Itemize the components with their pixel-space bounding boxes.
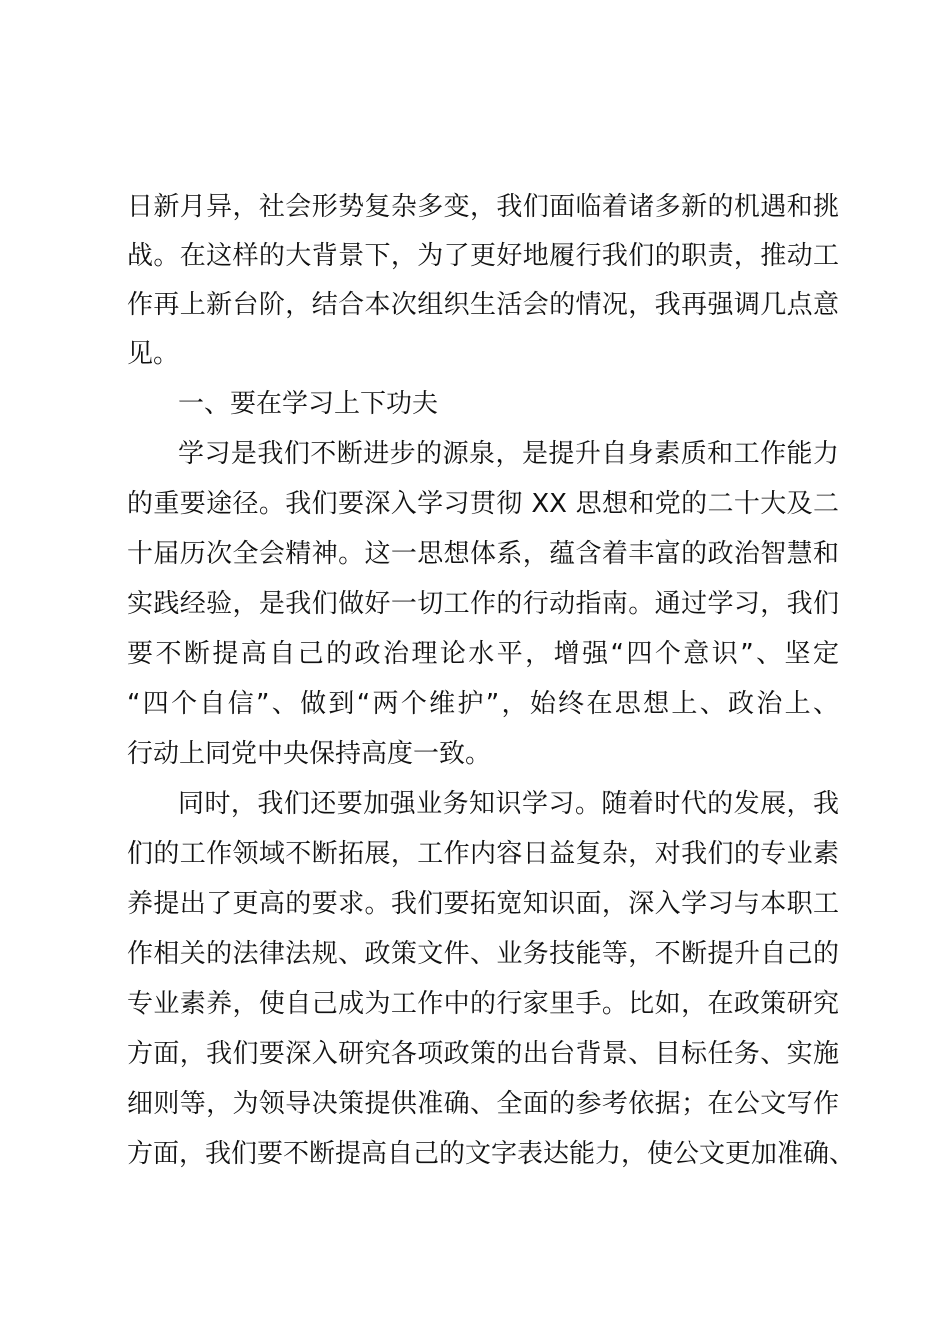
body-text-line: 方面，我们要深入研究各项政策的出台背景、目标任务、实施 [127, 1039, 839, 1069]
body-text-line: 的重要途径。我们要深入学习贯彻 XX 思想和党的二十大及二 [127, 489, 839, 519]
body-text-line: 们的工作领域不断拓展，工作内容日益复杂，对我们的专业素 [127, 839, 839, 869]
section-heading: 一、要在学习上下功夫 [178, 389, 439, 419]
body-text-line: 日新月异，社会形势复杂多变，我们面临着诸多新的机遇和挑 [127, 192, 839, 222]
paragraph-first-line: 同时，我们还要加强业务知识学习。随着时代的发展，我 [178, 789, 839, 819]
body-text-line: 专业素养，使自己成为工作中的行家里手。比如，在政策研究 [127, 989, 839, 1019]
body-text-line: 细则等，为领导决策提供准确、全面的参考依据；在公文写作 [127, 1089, 839, 1119]
body-text-line: 要不断提高自己的政治理论水平，增强“四个意识”、坚定 [127, 639, 839, 669]
body-text-line: “四个自信”、做到“两个维护”，始终在思想上、政治上、 [127, 689, 839, 719]
body-text-line: 见。 [127, 339, 180, 369]
body-text-line: 战。在这样的大背景下，为了更好地履行我们的职责，推动工 [127, 241, 839, 271]
body-text-line: 作再上新台阶，结合本次组织生活会的情况，我再强调几点意 [127, 290, 839, 320]
body-text-line: 行动上同党中央保持高度一致。 [127, 739, 492, 769]
body-text-line: 实践经验，是我们做好一切工作的行动指南。通过学习，我们 [127, 589, 839, 619]
body-text-line: 作相关的法律法规、政策文件、业务技能等，不断提升自己的 [127, 939, 839, 969]
body-text-line: 十届历次全会精神。这一思想体系，蕴含着丰富的政治智慧和 [127, 539, 839, 569]
body-text-line: 养提出了更高的要求。我们要拓宽知识面，深入学习与本职工 [127, 889, 839, 919]
paragraph-first-line: 学习是我们不断进步的源泉，是提升自身素质和工作能力 [178, 439, 839, 469]
body-text-line: 方面，我们要不断提高自己的文字表达能力，使公文更加准确、 [127, 1139, 856, 1169]
